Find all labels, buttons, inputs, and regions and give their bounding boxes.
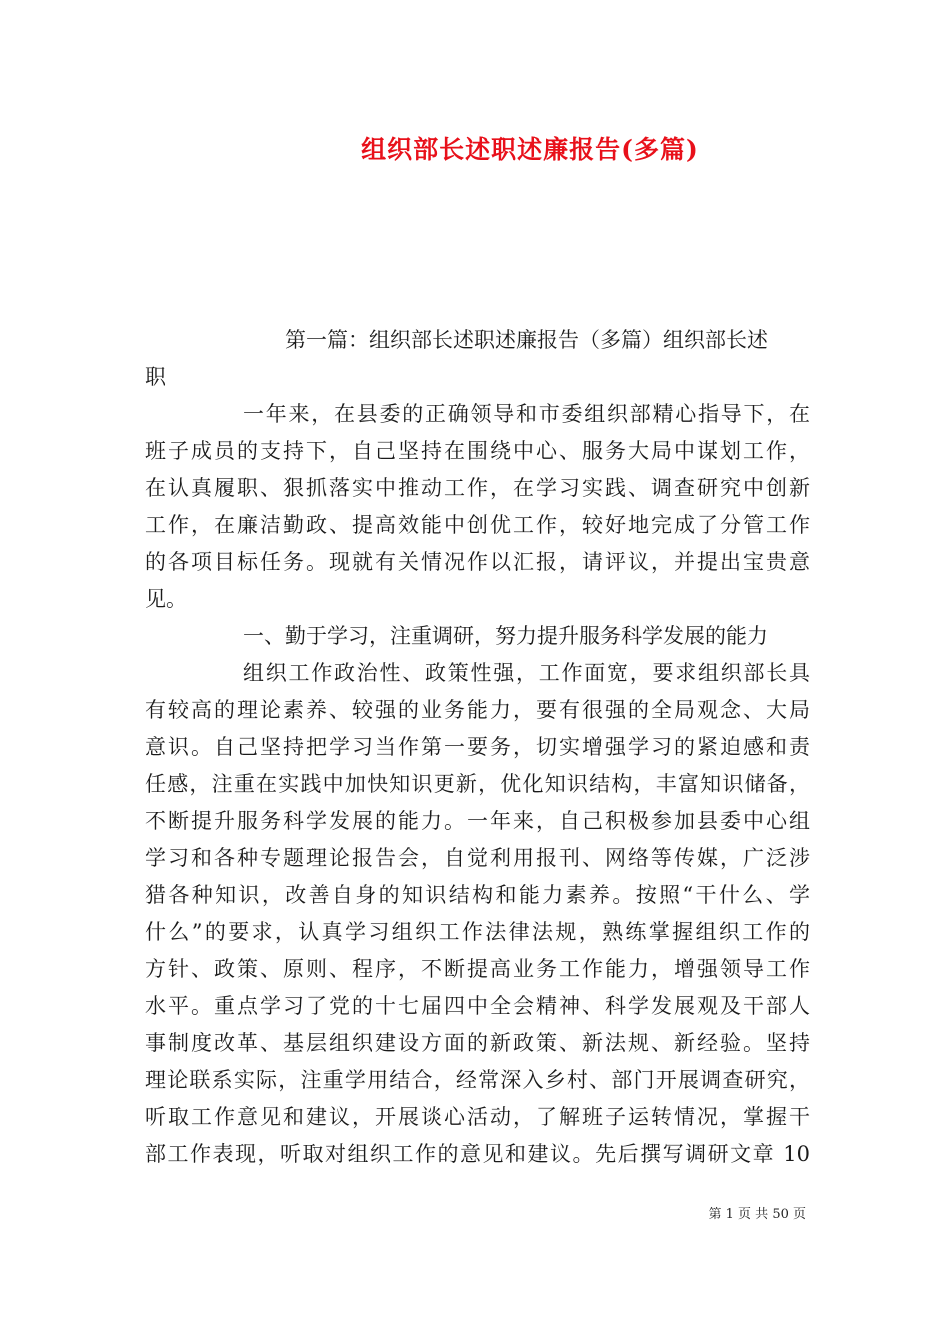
paragraph-line: 任感，注重在实践中加快知识更新，优化知识结构，丰富知识储备，: [145, 772, 810, 796]
paragraph-line: 工作，在廉洁勤政、提高效能中创优工作，较好地完成了分管工作: [145, 513, 810, 537]
document-body: [145, 322, 810, 1173]
paragraph-line: 事制度改革、基层组织建设方面的新政策、新法规、新经验。坚持: [145, 1031, 810, 1055]
paragraph-line: 水平。重点学习了党的十七届四中全会精神、科学发展观及干部人: [145, 994, 810, 1018]
section-heading-line: 第一篇：组织部长述职述廉报告（多篇）组织部长述: [285, 328, 768, 352]
paragraph-line: 方针、政策、原则、程序，不断提高业务工作能力，增强领导工作: [145, 957, 810, 981]
paragraph-line: 在认真履职、狠抓落实中推动工作，在学习实践、调查研究中创新: [145, 476, 810, 500]
paragraph-line: 部工作表现，听取对组织工作的意见和建议。先后撰写调研文章 10: [145, 1142, 810, 1166]
section-heading-line: 职: [145, 365, 166, 389]
page-number-footer: 第 1 页 共 50 页: [708, 1207, 806, 1222]
paragraph-line: 见。: [145, 587, 187, 611]
paragraph-line: 有较高的理论素养、较强的业务能力，要有很强的全局观念、大局: [145, 698, 810, 722]
paragraph-line: 不断提升服务科学发展的能力。一年来，自己积极参加县委中心组: [145, 809, 810, 833]
paragraph-line: 意识。自己坚持把学习当作第一要务，切实增强学习的紧迫感和责: [145, 735, 810, 759]
document-title: 组织部长述职述廉报告(多篇): [361, 135, 699, 164]
paragraph-line: 听取工作意见和建议，开展谈心活动，了解班子运转情况，掌握干: [145, 1105, 810, 1129]
paragraph-line: 学习和各种专题理论报告会，自觉利用报刊、网络等传媒，广泛涉: [145, 846, 810, 870]
paragraph-line: 理论联系实际，注重学用结合，经常深入乡村、部门开展调查研究，: [145, 1068, 810, 1092]
paragraph-line: 的各项目标任务。现就有关情况作以汇报，请评议，并提出宝贵意: [145, 550, 810, 574]
paragraph-line: 组织工作政治性、政策性强，工作面宽，要求组织部长具: [243, 661, 810, 685]
paragraph-line: 什么”的要求，认真学习组织工作法律法规，熟练掌握组织工作的: [145, 920, 810, 944]
subsection-heading: 一、勤于学习，注重调研，努力提升服务科学发展的能力: [243, 624, 768, 648]
paragraph-line: 猎各种知识，改善自身的知识结构和能力素养。按照“干什么、学: [145, 883, 810, 907]
paragraph-line: 一年来，在县委的正确领导和市委组织部精心指导下，在: [243, 402, 810, 426]
paragraph-line: 班子成员的支持下，自己坚持在围绕中心、服务大局中谋划工作，: [145, 439, 810, 463]
